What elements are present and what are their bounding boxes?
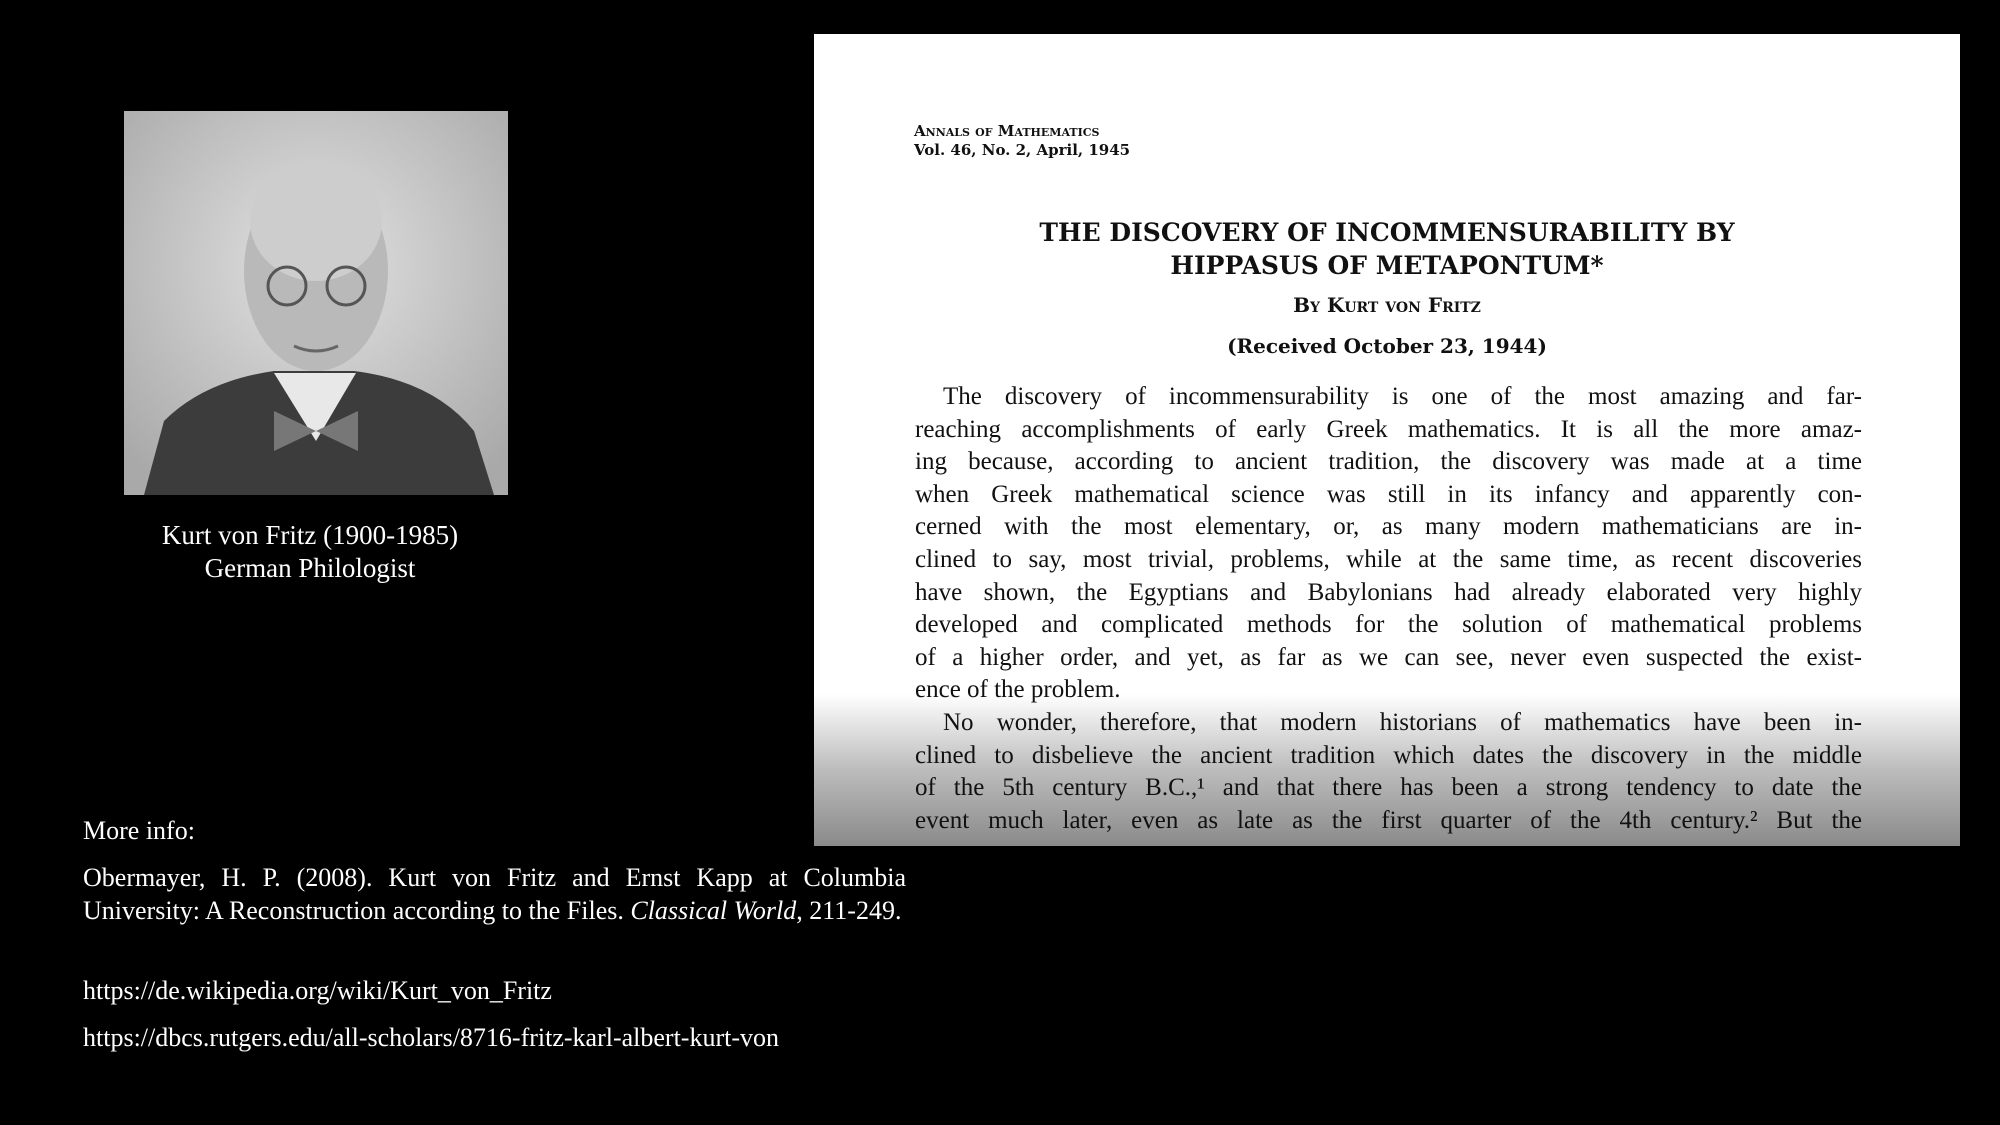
body-line: cerned with the most elementary, or, as many modern mathematicians are in- — [915, 513, 1862, 541]
reference-journal: Classical World — [630, 896, 797, 925]
portrait-caption-role: German Philologist — [204, 553, 416, 583]
body-line: of the 5th century B.C.,¹ and that there has been a strong tendency to date the — [915, 774, 1862, 802]
body-line: of a higher order, and yet, as far as we can see, never even suspected the exist- — [915, 643, 1862, 671]
body-line: ence of the problem. — [915, 676, 1121, 704]
paper-title-line: THE DISCOVERY OF INCOMMENSURABILITY BY — [1039, 218, 1735, 247]
paper-title — [814, 216, 1960, 282]
journal-volume: Vol. 46, No. 2, April, 1945 — [914, 141, 1131, 159]
body-line: No wonder, therefore, that modern historians of mathematics have been in- — [943, 708, 1862, 736]
portrait-photo — [124, 111, 508, 495]
paper-title-line: HIPPASUS OF METAPONTUM* — [1170, 251, 1604, 280]
paper-received-date: (Received October 23, 1944) — [1227, 334, 1547, 358]
portrait-image — [124, 111, 508, 495]
more-info-heading: More info: — [83, 816, 195, 845]
journal-name: Annals of Mathematics — [914, 122, 1100, 140]
body-line: event much later, even as late as the first quarter of the 4th century.² But the — [915, 806, 1862, 834]
body-line: when Greek mathematical science was still in its infancy and apparently con- — [915, 480, 1862, 508]
body-line: ing because, according to ancient tradition, the discovery was made at a time — [915, 448, 1862, 476]
portrait-caption-name: Kurt von Fritz (1900-1985) — [161, 520, 459, 550]
journal-header — [914, 122, 1130, 160]
link-wikipedia[interactable]: https://de.wikipedia.org/wiki/Kurt_von_Fritz — [83, 976, 552, 1005]
reference-citation — [83, 861, 906, 927]
body-line: developed and complicated methods for the solution of mathematical problems — [915, 611, 1862, 639]
body-line: clined to say, most trivial, problems, while at the same time, as recent discoveries — [915, 545, 1862, 573]
body-line: have shown, the Egyptians and Babylonians had already elaborated very highly — [915, 578, 1862, 606]
paper-body — [915, 381, 1862, 837]
body-line: reaching accomplishments of early Greek mathematics. It is all the more amaz- — [915, 415, 1862, 443]
paper-excerpt — [814, 34, 1960, 846]
paper-byline: By Kurt von Fritz — [1293, 293, 1481, 317]
reference-text: Obermayer, H. P. (2008). Kurt von Fritz and Ernst Kapp at Columbia University: A Reconstruction according to the Files. — [83, 863, 906, 925]
body-line: clined to disbelieve the ancient tradition which dates the discovery in the middle — [915, 741, 1862, 769]
body-line: The discovery of incommensurability is one of the most amazing and far- — [943, 383, 1862, 410]
link-rutgers[interactable]: https://dbcs.rutgers.edu/all-scholars/8716-fritz-karl-albert-kurt-von — [83, 1023, 780, 1052]
reference-pages: , 211-249. — [796, 896, 902, 925]
